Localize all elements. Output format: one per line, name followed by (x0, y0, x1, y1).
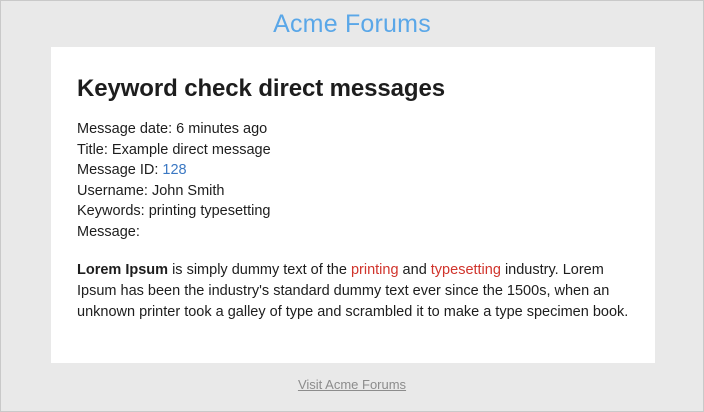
keywords-value: printing typesetting (148, 203, 271, 219)
message-date-value: 6 minutes ago (176, 121, 268, 137)
message-label: Message: (77, 223, 140, 240)
username-label: Username: (77, 182, 152, 199)
message-body (77, 260, 629, 323)
field-keywords (77, 201, 629, 222)
username-value: John Smith (151, 182, 225, 199)
site-title: Acme Forums (273, 10, 431, 38)
visit-forums-link[interactable]: Visit Acme Forums (297, 377, 407, 392)
keywords-label: Keywords: (77, 203, 149, 219)
message-card (51, 47, 655, 363)
field-message-id (77, 160, 629, 181)
title-label: Title: (77, 141, 112, 158)
field-message-date (77, 119, 629, 140)
message-body-lead: Lorem Ipsum (77, 262, 169, 278)
message-body-keyword-typesetting: typesetting (430, 262, 501, 278)
footer (1, 376, 703, 394)
field-username (77, 181, 629, 202)
message-id-link[interactable]: 128 (162, 162, 187, 178)
field-title (77, 140, 629, 161)
message-body-part1: is simply dummy text of the (168, 262, 351, 278)
message-body-part2: and (398, 262, 431, 278)
title-value: Example direct message (111, 141, 271, 158)
message-body-keyword-printing: printing (350, 262, 399, 278)
page-title: Keyword check direct messages (77, 75, 445, 102)
message-id-label: Message ID: (77, 162, 163, 178)
message-body-part3: industry. Lorem Ipsum has been the industry's standard dummy text ever since the 1500s, when an unknown printer took a galley of type and scrambled it to make a type specimen book. (77, 262, 629, 320)
field-message (77, 222, 629, 243)
message-date-label: Message date: (77, 121, 177, 137)
